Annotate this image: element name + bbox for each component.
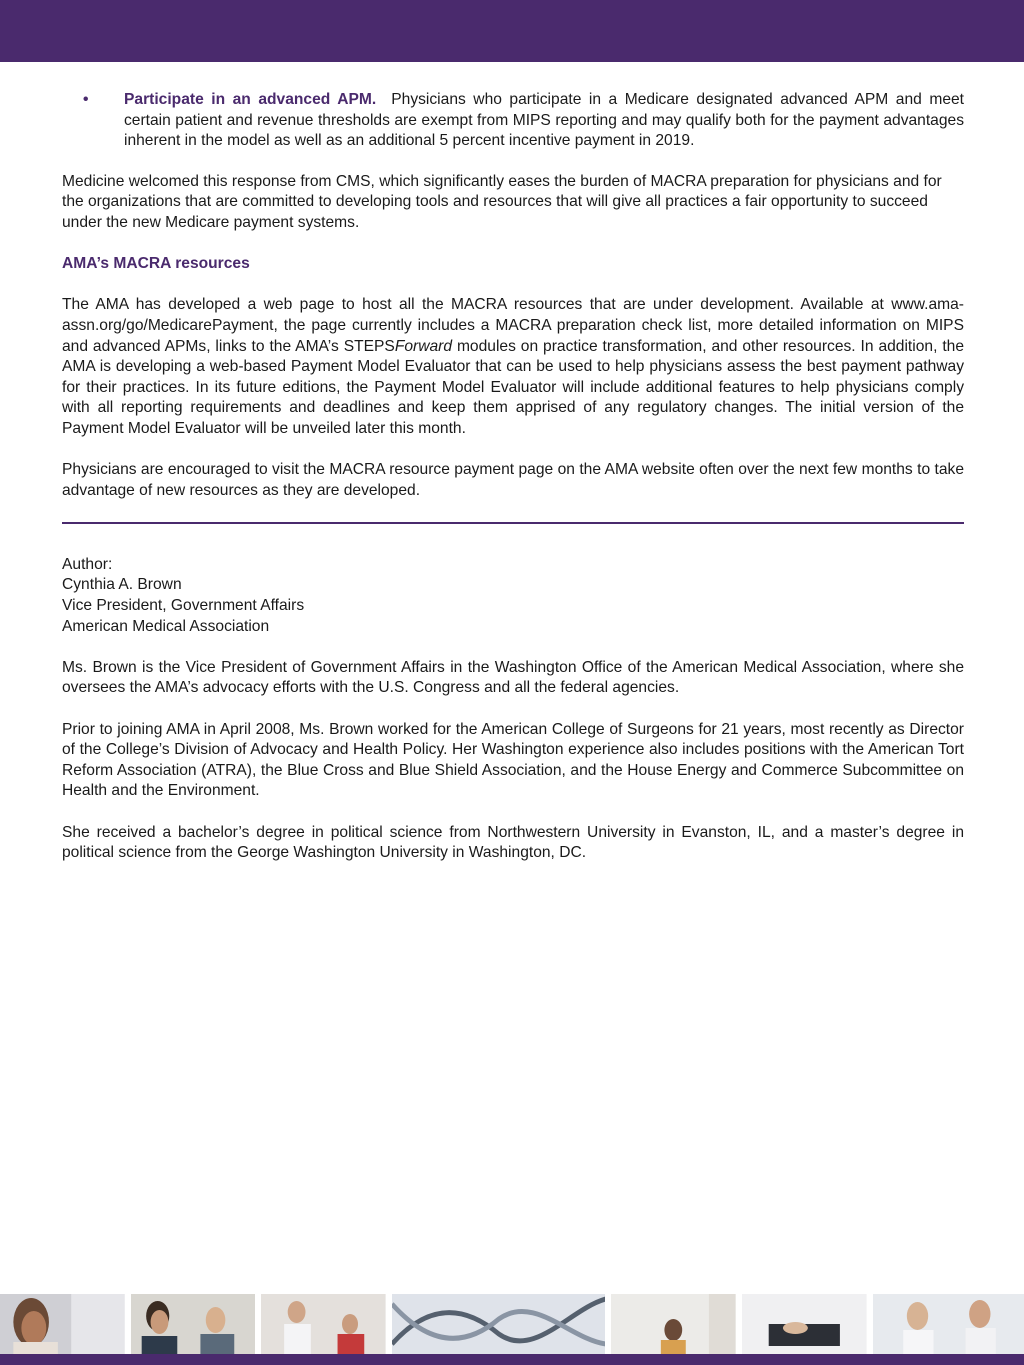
paragraph-ama-resources-part2: modules on practice transformation, and other resources. In addition, the AMA is developing a web-based Payment Model Evaluator that can be used to help physicians assess the best payment pathway for their practices. In its future editions, the Payment Model Evaluator will include additional features to help physicians comply with all reporting requirements and deadlines and keep them apprised of any regulatory changes. The initial version of the Payment Model Evaluator will be unveiled later this month. <box>62 337 964 437</box>
bullet-marker: • <box>83 91 89 108</box>
business-meeting-photo <box>131 1294 256 1354</box>
author-title: Vice President, Government Affairs <box>62 597 305 615</box>
doctor-patient-photo <box>611 1294 736 1354</box>
medical-team-photo <box>873 1294 1024 1354</box>
section-divider <box>62 522 964 524</box>
bio-paragraph-education: She received a bachelor’s degree in political science from Northwestern University in Evanston, IL, and a master’s degree in political science from the George Washington University in Washington, DC. <box>62 823 964 862</box>
header-band <box>0 0 1024 62</box>
smiling-woman-photo <box>0 1294 125 1354</box>
author-name: Cynthia A. Brown <box>62 576 182 594</box>
paragraph-ama-resources-italic: Forward <box>394 337 453 355</box>
author-label: Author: <box>62 555 113 573</box>
bio-paragraph-role: Ms. Brown is the Vice President of Government Affairs in the Washington Office of the American Medical Association, where she oversees the AMA’s advocacy efforts with the U.S. Congress and all the federal agencies. <box>62 658 964 697</box>
bio-paragraph-career: Prior to joining AMA in April 2008, Ms. Brown worked for the American College of Surgeons for 21 years, most recently as Director of the College’s Division of Advocacy and Health Policy. Her Washington experience also includes positions with the American Tort Reform Association (ATRA), the Blue Cross and Blue Shield Association, and the House Energy and Commerce Subcommittee on Health and the Environment. <box>62 720 964 800</box>
footer-photo-strip <box>0 1294 1024 1354</box>
bullet-lead: Participate in an advanced APM. <box>124 91 377 108</box>
clinic-visit-photo <box>261 1294 386 1354</box>
author-block <box>62 555 964 637</box>
paragraph-ama-resources <box>62 295 964 439</box>
laptop-typing-photo <box>742 1294 867 1354</box>
dna-helix-image <box>392 1294 606 1354</box>
bullet-item <box>62 90 964 152</box>
bullet-text: Physicians who participate in a Medicare designated advanced APM and meet certain patient and revenue thresholds are exempt from MIPS reporting and may qualify both for the payment advantages inherent in the model as well as an additional 5 percent incentive payment in 2019. <box>124 91 964 150</box>
section-heading: AMA’s MACRA resources <box>62 255 250 273</box>
paragraph-encouragement: Physicians are encouraged to visit the MACRA resource payment page on the AMA website often over the next few months to take advantage of new resources as they are developed. <box>62 461 964 499</box>
paragraph-ama-resources-part1: The AMA has developed a web page to host all the MACRA resources that are under development. Available at www.ama-assn.org/go/MedicarePayment, the page currently includes a MACRA preparation check list, more detailed information on MIPS and advanced APMs, links to the AMA’s STEPS <box>62 296 964 355</box>
article-body <box>62 90 964 884</box>
footer-band <box>0 1354 1024 1365</box>
author-organization: American Medical Association <box>62 617 270 635</box>
paragraph-cms-response: Medicine welcomed this response from CMS, which significantly eases the burden of MACRA preparation for physicians and for the organizations that are committed to developing tools and resources that will give all practices a fair opportunity to succeed under the new Medicare payment systems. <box>62 172 942 231</box>
